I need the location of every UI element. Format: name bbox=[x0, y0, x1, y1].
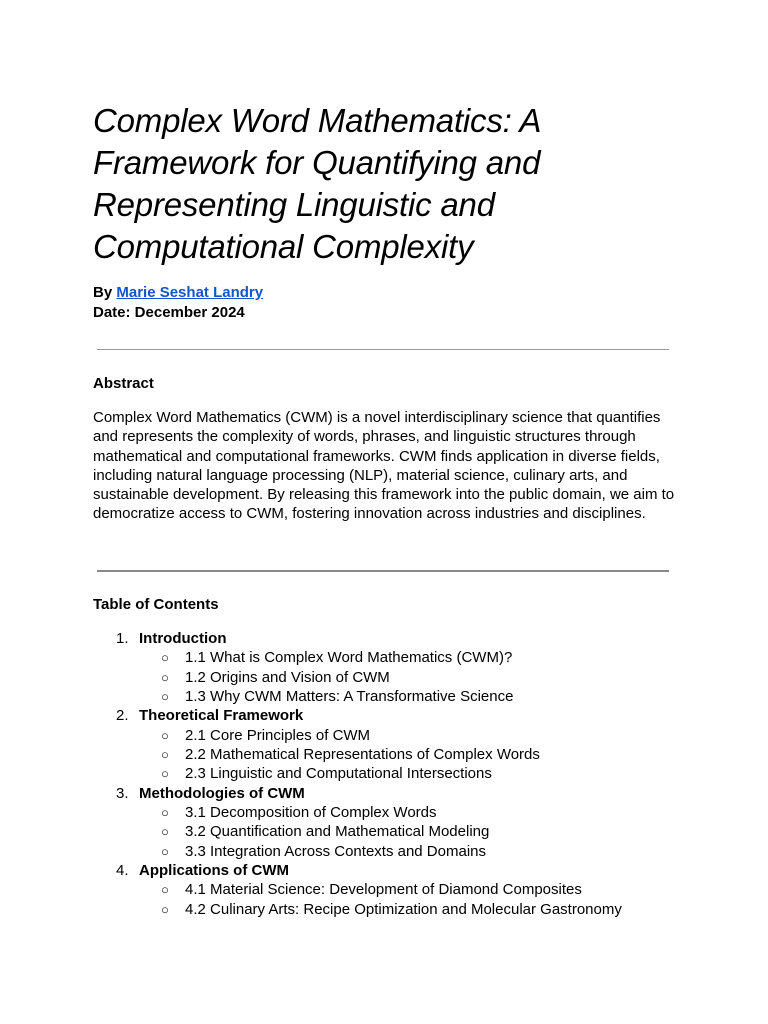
toc-section-number: 3. bbox=[116, 784, 129, 802]
toc-subsection-label: 3.2 Quantification and Mathematical Modeling bbox=[185, 823, 490, 841]
toc-subsection-label: 4.2 Culinary Arts: Recipe Optimization and Molecular Gastronomy bbox=[185, 900, 622, 918]
toc-section-number: 1. bbox=[116, 630, 129, 647]
toc-section-number: 4. bbox=[116, 862, 129, 880]
hollow-circle-bullet-icon: ○ bbox=[161, 747, 169, 763]
toc-subsection[interactable] bbox=[93, 726, 683, 745]
toc-section-label: Introduction bbox=[139, 630, 227, 647]
toc-subsection[interactable] bbox=[93, 745, 683, 764]
toc-subsection-label: 4.1 Material Science: Development of Diamond Composites bbox=[185, 881, 582, 899]
hollow-circle-bullet-icon: ○ bbox=[161, 650, 169, 666]
date-line: Date: December 2024 bbox=[93, 304, 245, 321]
toc-section bbox=[93, 784, 683, 861]
toc-section-title[interactable] bbox=[93, 706, 683, 725]
toc-section-label: Methodologies of CWM bbox=[139, 784, 305, 802]
toc-section bbox=[93, 629, 683, 706]
author-link[interactable]: Marie Seshat Landry bbox=[116, 284, 264, 301]
toc-section-title[interactable] bbox=[93, 629, 683, 648]
toc-subsection[interactable] bbox=[93, 842, 683, 861]
toc-heading: Table of Contents bbox=[93, 596, 219, 613]
divider bbox=[97, 570, 669, 572]
toc-subsection[interactable] bbox=[93, 764, 683, 783]
hollow-circle-bullet-icon: ○ bbox=[161, 727, 169, 743]
toc-subsection-label: 1.1 What is Complex Word Mathematics (CWM)? bbox=[185, 649, 513, 667]
hollow-circle-bullet-icon: ○ bbox=[161, 901, 169, 917]
table-of-contents bbox=[93, 629, 683, 919]
byline-prefix: By bbox=[93, 284, 113, 301]
toc-section bbox=[93, 706, 683, 783]
hollow-circle-bullet-icon: ○ bbox=[161, 669, 169, 685]
toc-subsection[interactable] bbox=[93, 822, 683, 841]
document-title: Complex Word Mathematics: A Framework for Quantifying and Representing Linguistic and Computational Complexity bbox=[93, 102, 541, 265]
hollow-circle-bullet-icon: ○ bbox=[161, 843, 169, 859]
hollow-circle-bullet-icon: ○ bbox=[161, 766, 169, 782]
byline bbox=[93, 283, 263, 302]
toc-section bbox=[93, 861, 683, 919]
toc-subsection-label: 3.1 Decomposition of Complex Words bbox=[185, 804, 437, 822]
toc-subsection[interactable] bbox=[93, 648, 683, 667]
toc-section-number: 2. bbox=[116, 707, 129, 725]
divider bbox=[97, 349, 669, 350]
toc-subsection-label: 2.1 Core Principles of CWM bbox=[185, 726, 371, 744]
toc-section-label: Applications of CWM bbox=[139, 862, 289, 880]
hollow-circle-bullet-icon: ○ bbox=[161, 882, 169, 898]
toc-subsection[interactable] bbox=[93, 900, 683, 919]
hollow-circle-bullet-icon: ○ bbox=[161, 805, 169, 821]
toc-section-label: Theoretical Framework bbox=[139, 707, 304, 725]
toc-subsection-label: 1.2 Origins and Vision of CWM bbox=[185, 668, 390, 686]
toc-subsection[interactable] bbox=[93, 668, 683, 687]
abstract-body: Complex Word Mathematics (CWM) is a novel interdisciplinary science that quantifies and represents the complexity of words, phrases, and linguistic structures through mathematical and computational frameworks. CWM finds application in diverse fields, including natural language processing (NLP), material science, culinary arts, and sustainable development. By releasing this framework into the public domain, we aim to democratize access to CWM, fostering innovation across industries and disciplines. bbox=[93, 409, 675, 523]
hollow-circle-bullet-icon: ○ bbox=[161, 824, 169, 840]
toc-subsection[interactable] bbox=[93, 687, 683, 706]
toc-subsection[interactable] bbox=[93, 880, 683, 899]
toc-subsection[interactable] bbox=[93, 803, 683, 822]
toc-subsection-label: 1.3 Why CWM Matters: A Transformative Science bbox=[185, 688, 514, 706]
toc-section-title[interactable] bbox=[93, 784, 683, 803]
toc-subsection-label: 3.3 Integration Across Contexts and Domains bbox=[185, 842, 486, 860]
hollow-circle-bullet-icon: ○ bbox=[161, 689, 169, 705]
toc-section-title[interactable] bbox=[93, 861, 683, 880]
abstract-heading: Abstract bbox=[93, 375, 154, 392]
toc-subsection-label: 2.3 Linguistic and Computational Intersections bbox=[185, 765, 492, 783]
toc-subsection-label: 2.2 Mathematical Representations of Complex Words bbox=[185, 746, 540, 764]
